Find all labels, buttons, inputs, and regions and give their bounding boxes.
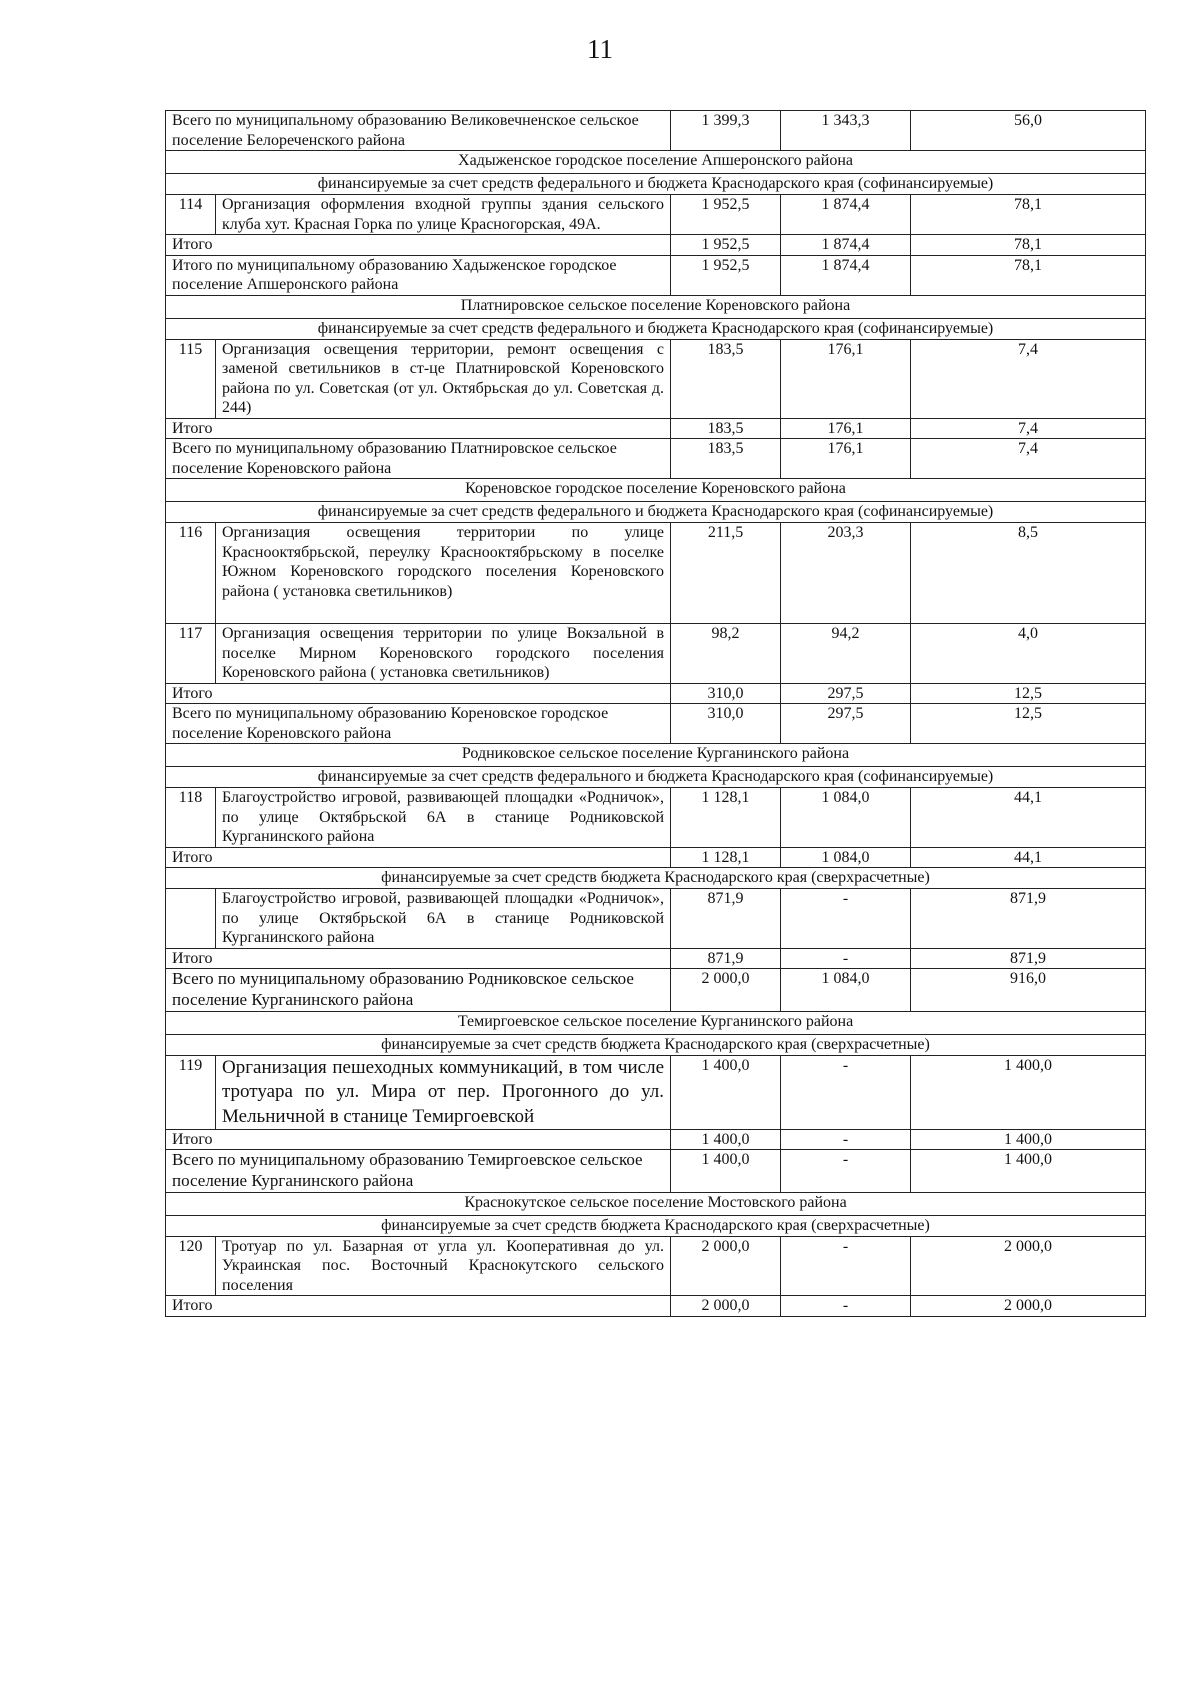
amount-cofinanced: 1 084,0 (781, 847, 911, 868)
amount-total: 183,5 (671, 439, 781, 479)
subtotal-row (166, 683, 1146, 704)
settlement-name: Краснокутское сельское поселение Мостовского района (166, 1192, 1146, 1215)
subtotal-label: Итого (166, 418, 671, 439)
amount-cofinanced: - (781, 948, 911, 969)
table-row (166, 195, 1146, 235)
amount-cofinanced: 1 084,0 (781, 788, 911, 848)
amount-total: 1 400,0 (671, 1055, 781, 1129)
amount-cofinanced: 176,1 (781, 439, 911, 479)
settlement-header-row (166, 1011, 1146, 1034)
amount-total: 1 400,0 (671, 1129, 781, 1150)
municipality-total-row (166, 439, 1146, 479)
municipality-total-label: Всего по муниципальному образованию Платнировское сельское поселение Кореновского района (166, 439, 671, 479)
amount-total: 310,0 (671, 683, 781, 704)
amount-remainder: 78,1 (911, 235, 1146, 256)
table-row (166, 1236, 1146, 1296)
amount-total: 310,0 (671, 704, 781, 744)
subtotal-label: Итого (166, 235, 671, 256)
amount-total: 2 000,0 (671, 969, 781, 1011)
item-description: Тротуар по ул. Базарная от угла ул. Кооперативная до ул. Украинская пос. Восточный Краснокутского сельского поселения (216, 1236, 671, 1296)
funding-source-label: финансируемые за счет средств бюджета Краснодарского края (сверхрасчетные) (166, 1034, 1146, 1055)
table-row (166, 523, 1146, 624)
amount-total: 1 952,5 (671, 195, 781, 235)
funding-source-row (166, 767, 1146, 788)
amount-total: 2 000,0 (671, 1296, 781, 1317)
amount-remainder: 871,9 (911, 948, 1146, 969)
funding-source-label: финансируемые за счет средств федерального и бюджета Краснодарского края (софинансируемые) (166, 502, 1146, 523)
subtotal-row (166, 948, 1146, 969)
amount-total: 1 399,3 (671, 111, 781, 151)
amount-total: 183,5 (671, 418, 781, 439)
amount-cofinanced: - (781, 1236, 911, 1296)
subtotal-row (166, 1296, 1146, 1317)
amount-total: 871,9 (671, 889, 781, 949)
table-row (166, 889, 1146, 949)
amount-total: 1 952,5 (671, 235, 781, 256)
item-description: Организация освещения территории по улице Вокзальной в поселке Мирном Кореновского городского поселения Кореновского района ( установка светильников) (216, 624, 671, 684)
item-description: Организация освещения территории по улице Краснооктябрьской, переулку Краснооктябрьскому в поселке Южном Кореновского городского поселения Кореновского района ( установка светильников) (216, 523, 671, 624)
subtotal-label: Итого (166, 847, 671, 868)
subtotal-row (166, 235, 1146, 256)
settlement-header-row (166, 1192, 1146, 1215)
amount-remainder: 8,5 (911, 523, 1146, 624)
table-row (166, 788, 1146, 848)
funding-source-label: финансируемые за счет средств бюджета Краснодарского края (сверхрасчетные) (166, 868, 1146, 889)
item-number: 114 (166, 195, 216, 235)
page-number: 11 (587, 34, 613, 64)
amount-remainder: 2 000,0 (911, 1296, 1146, 1317)
municipality-total-row (166, 111, 1146, 151)
amount-remainder: 56,0 (911, 111, 1146, 151)
table-row (166, 624, 1146, 684)
amount-total: 871,9 (671, 948, 781, 969)
item-number (166, 889, 216, 949)
municipality-total-label: Всего по муниципальному образованию Великовечненское сельское поселение Белореченского района (166, 111, 671, 151)
amount-remainder: 7,4 (911, 339, 1146, 418)
item-description: Организация освещения территории, ремонт освещения с заменой светильников в ст-це Платнировской Кореновского района по ул. Советская (от ул. Октябрьская до ул. Советская д. 244) (216, 339, 671, 418)
item-number: 118 (166, 788, 216, 848)
amount-cofinanced: 1 343,3 (781, 111, 911, 151)
amount-cofinanced: - (781, 889, 911, 949)
funding-source-label: финансируемые за счет средств федерального и бюджета Краснодарского края (софинансируемые) (166, 767, 1146, 788)
amount-remainder: 12,5 (911, 704, 1146, 744)
item-number: 115 (166, 339, 216, 418)
amount-total: 183,5 (671, 339, 781, 418)
budget-table (165, 110, 1146, 1317)
amount-total: 1 952,5 (671, 255, 781, 295)
budget-table-body (166, 111, 1146, 1317)
funding-source-label: финансируемые за счет средств бюджета Краснодарского края (сверхрасчетные) (166, 1215, 1146, 1236)
amount-remainder: 7,4 (911, 418, 1146, 439)
subtotal-row (166, 1129, 1146, 1150)
amount-cofinanced: 297,5 (781, 683, 911, 704)
amount-cofinanced: 94,2 (781, 624, 911, 684)
amount-remainder: 1 400,0 (911, 1150, 1146, 1192)
subtotal-label: Итого (166, 1129, 671, 1150)
item-number: 117 (166, 624, 216, 684)
amount-remainder: 7,4 (911, 439, 1146, 479)
subtotal-row (166, 847, 1146, 868)
amount-total: 98,2 (671, 624, 781, 684)
amount-cofinanced: 1 084,0 (781, 969, 911, 1011)
item-description: Организация пешеходных коммуникаций, в том числе тротуара по ул. Мира от пер. Прогонного до ул. Мельничной в станице Темиргоевской (216, 1055, 671, 1129)
municipality-total-label: Всего по муниципальному образованию Родниковское сельское поселение Курганинского района (166, 969, 671, 1011)
amount-cofinanced: - (781, 1296, 911, 1317)
amount-total: 1 400,0 (671, 1150, 781, 1192)
funding-source-row (166, 1034, 1146, 1055)
settlement-header-row (166, 151, 1146, 174)
amount-remainder: 78,1 (911, 255, 1146, 295)
amount-cofinanced: 1 874,4 (781, 255, 911, 295)
funding-source-row (166, 868, 1146, 889)
subtotal-row (166, 418, 1146, 439)
amount-total: 1 128,1 (671, 847, 781, 868)
amount-remainder: 871,9 (911, 889, 1146, 949)
item-description: Организация оформления входной группы здания сельского клуба хут. Красная Горка по улице Красногорская, 49А. (216, 195, 671, 235)
settlement-header-row (166, 744, 1146, 767)
amount-remainder: 4,0 (911, 624, 1146, 684)
table-row (166, 339, 1146, 418)
amount-cofinanced: 176,1 (781, 418, 911, 439)
amount-cofinanced: - (781, 1055, 911, 1129)
municipality-total-label: Всего по муниципальному образованию Кореновское городское поселение Кореновского района (166, 704, 671, 744)
municipality-total-row (166, 969, 1146, 1011)
funding-source-row (166, 318, 1146, 339)
subtotal-label: Итого (166, 948, 671, 969)
amount-cofinanced: - (781, 1150, 911, 1192)
settlement-header-row (166, 295, 1146, 318)
subtotal-label: Итого (166, 683, 671, 704)
funding-source-row (166, 174, 1146, 195)
amount-remainder: 44,1 (911, 788, 1146, 848)
item-description: Благоустройство игровой, развивающей площадки «Родничок», по улице Октябрьской 6А в станице Родниковской Курганинского района (216, 889, 671, 949)
amount-cofinanced: 203,3 (781, 523, 911, 624)
amount-cofinanced: - (781, 1129, 911, 1150)
amount-remainder: 1 400,0 (911, 1055, 1146, 1129)
item-description: Благоустройство игровой, развивающей площадки «Родничок», по улице Октябрьской 6А в станице Родниковской Курганинского района (216, 788, 671, 848)
amount-total: 1 128,1 (671, 788, 781, 848)
municipality-total-label: Всего по муниципальному образованию Темиргоевское сельское поселение Курганинского района (166, 1150, 671, 1192)
amount-remainder: 1 400,0 (911, 1129, 1146, 1150)
settlement-name: Родниковское сельское поселение Курганинского района (166, 744, 1146, 767)
table-row (166, 1055, 1146, 1129)
amount-cofinanced: 1 874,4 (781, 235, 911, 256)
amount-cofinanced: 176,1 (781, 339, 911, 418)
subtotal-label: Итого (166, 1296, 671, 1317)
amount-cofinanced: 1 874,4 (781, 195, 911, 235)
funding-source-row (166, 1215, 1146, 1236)
item-number: 119 (166, 1055, 216, 1129)
amount-remainder: 2 000,0 (911, 1236, 1146, 1296)
municipality-total-row (166, 704, 1146, 744)
amount-total: 2 000,0 (671, 1236, 781, 1296)
item-number: 120 (166, 1236, 216, 1296)
settlement-name: Хадыженское городское поселение Апшеронского района (166, 151, 1146, 174)
amount-remainder: 78,1 (911, 195, 1146, 235)
amount-cofinanced: 297,5 (781, 704, 911, 744)
municipality-total-row (166, 1150, 1146, 1192)
settlement-header-row (166, 479, 1146, 502)
funding-source-row (166, 502, 1146, 523)
amount-total: 211,5 (671, 523, 781, 624)
amount-remainder: 12,5 (911, 683, 1146, 704)
municipality-total-row (166, 255, 1146, 295)
settlement-name: Платнировское сельское поселение Кореновского района (166, 295, 1146, 318)
amount-remainder: 44,1 (911, 847, 1146, 868)
settlement-name: Темиргоевское сельское поселение Курганинского района (166, 1011, 1146, 1034)
funding-source-label: финансируемые за счет средств федерального и бюджета Краснодарского края (софинансируемые) (166, 318, 1146, 339)
amount-remainder: 916,0 (911, 969, 1146, 1011)
settlement-name: Кореновское городское поселение Кореновского района (166, 479, 1146, 502)
municipality-total-label: Итого по муниципальному образованию Хадыженское городское поселение Апшеронского района (166, 255, 671, 295)
item-number: 116 (166, 523, 216, 624)
funding-source-label: финансируемые за счет средств федерального и бюджета Краснодарского края (софинансируемые) (166, 174, 1146, 195)
